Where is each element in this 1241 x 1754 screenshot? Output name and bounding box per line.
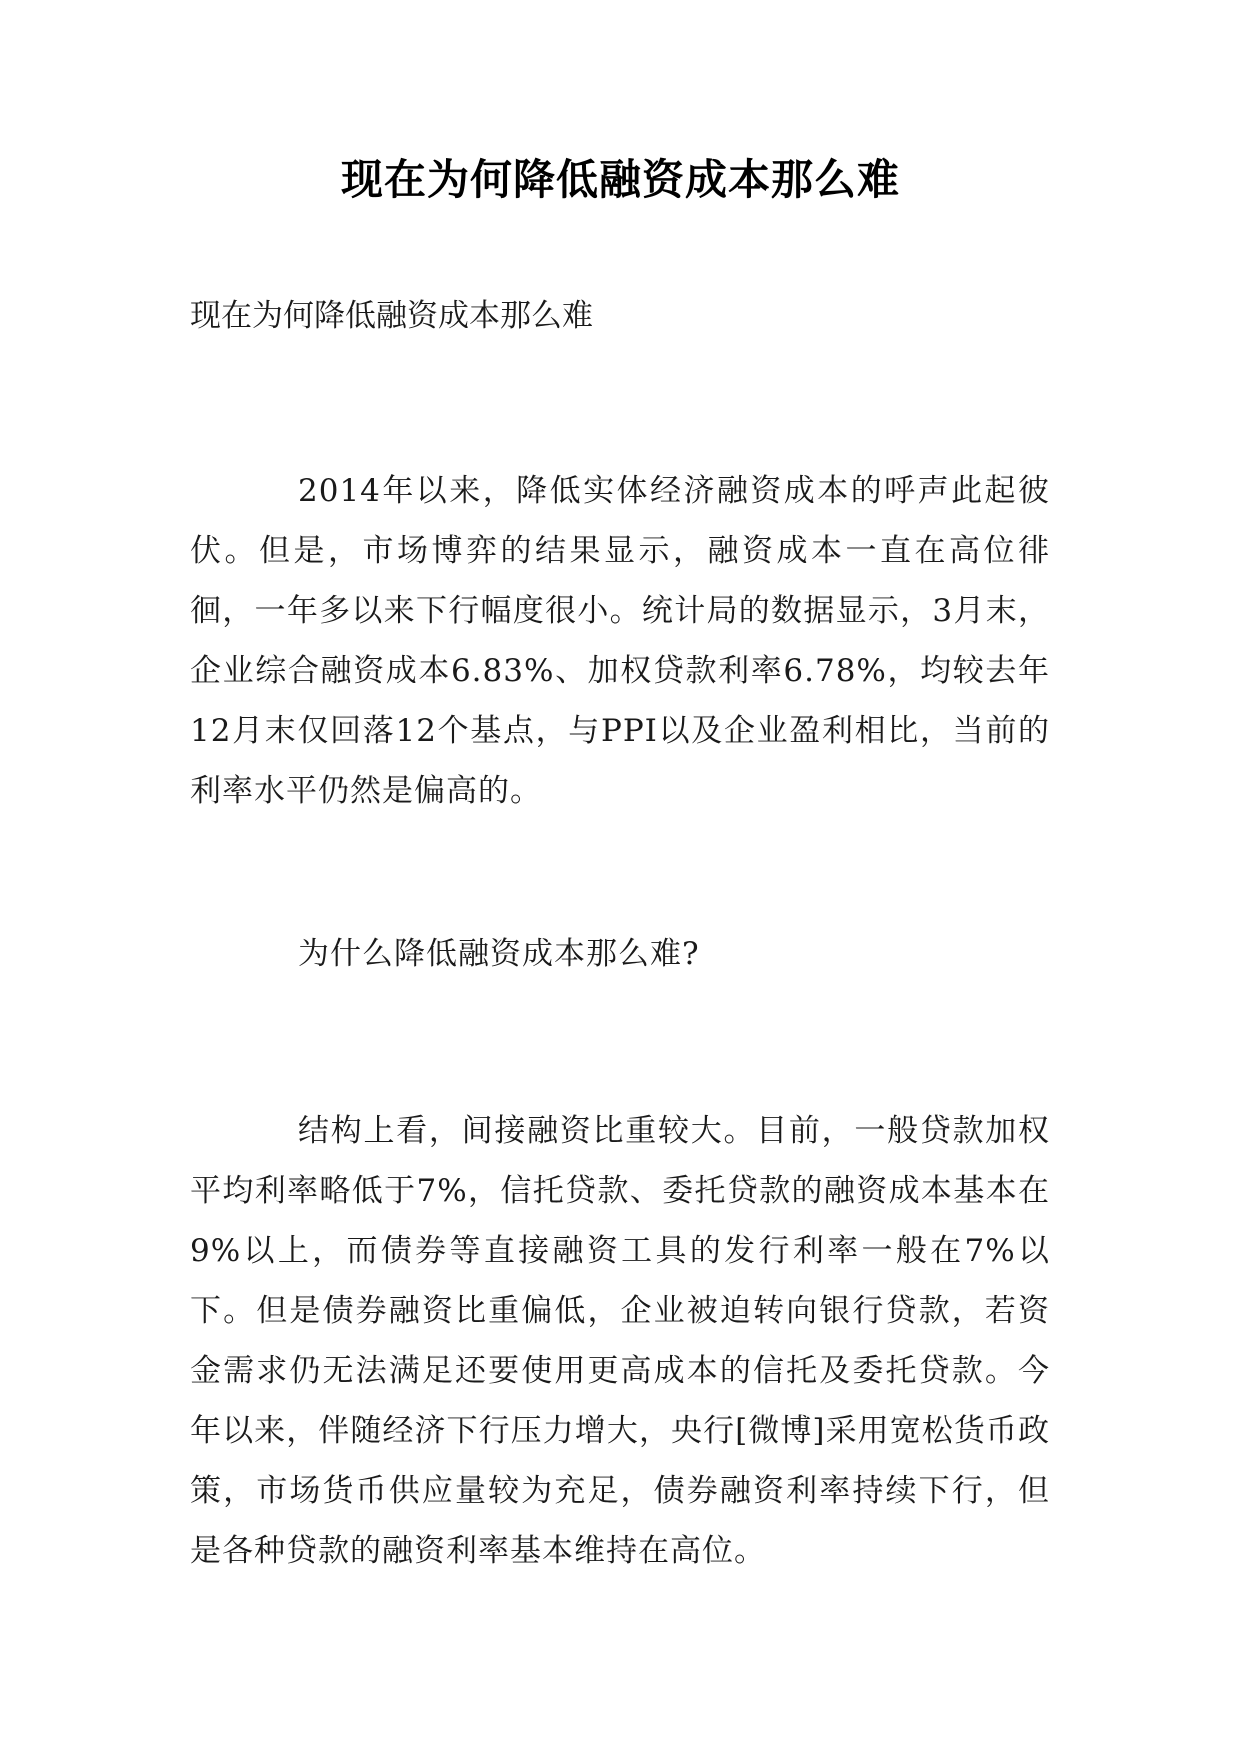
document-subtitle: 现在为何降低融资成本那么难 xyxy=(190,298,593,334)
document-title: 现在为何降低融资成本那么难 xyxy=(340,155,900,204)
paragraph-structure: 结构上看，间接融资比重较大。目前，一般贷款加权平均利率略低于7%，信托贷款、委托贷款的融资成本基本在9%以上，而债券等直接融资工具的发行利率一般在7%以下。但是债券融资比重偏低，企业被迫转向银行贷款，若资金需求仍无法满足还要使用更高成本的信托及委托贷款。今年以来，伴随经济下行压力增大，央行[微博]采用宽松货币政策，市场货币供应量较为充足，债券融资利率持续下行，但是各种贷款的融资利率基本维持在高位。 xyxy=(190,1113,1050,1569)
paragraph-question: 为什么降低融资成本那么难? xyxy=(298,936,700,972)
paragraph-intro: 2014年以来，降低实体经济融资成本的呼声此起彼伏。但是，市场博弈的结果显示，融资成本一直在高位徘徊，一年多以来下行幅度很小。统计局的数据显示，3月末，企业综合融资成本6.83%、加权贷款利率6.78%，均较去年12月末仅回落12个基点，与PPI以及企业盈利相比，当前的利率水平仍然是偏高的。 xyxy=(190,473,1050,809)
